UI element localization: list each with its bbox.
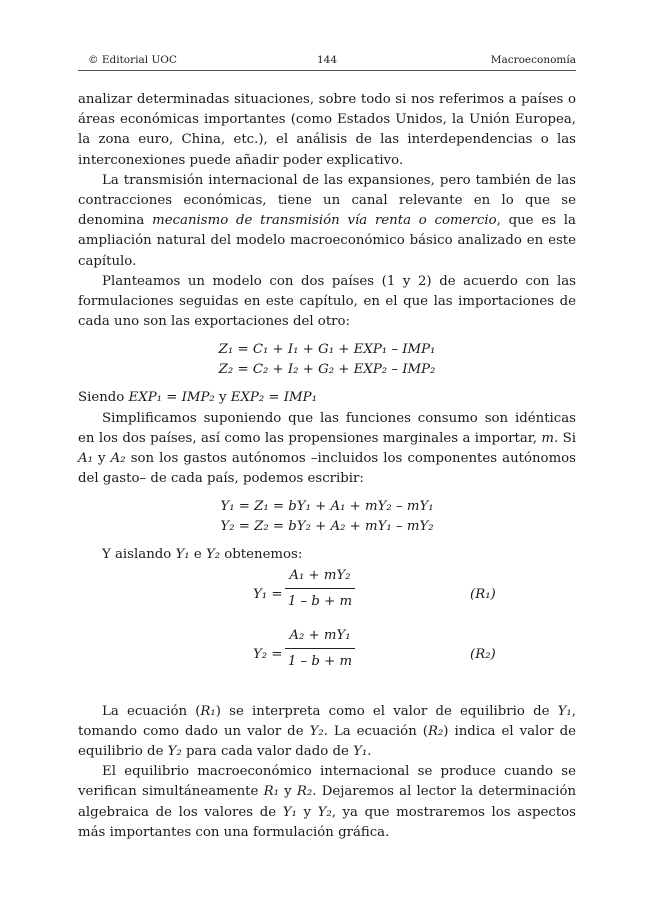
book-title: Macroeconomía (490, 54, 576, 66)
equation-y2: Y₂ = Z₂ = bY₂ + A₂ + mY₁ – mY₂ (220, 519, 434, 535)
symbol-y2: Y₂ (167, 744, 182, 760)
equation-r2-lhs: Y₂ = (253, 646, 283, 662)
page-number: 144 (316, 54, 338, 66)
aislando-line (78, 545, 576, 565)
aislando-t3: obtenemos: (220, 547, 303, 563)
symbol-m: m. (541, 430, 559, 446)
term-mecanismo: mecanismo de transmisión vía renta o comercio (152, 213, 497, 229)
symbol-r2: R₂ (296, 784, 313, 800)
text-run: , ya que mostraremos los aspectos más importantes con una formulación gráfica. (78, 804, 576, 840)
equation-r2 (78, 626, 576, 684)
paragraph-transmission-text: La transmisión internacional de las expansiones, pero también de las contracciones económicas, tiene un canal relevante en lo que se denomina (78, 172, 576, 229)
equation-r1-lhs: Y₁ = (253, 586, 283, 602)
equation-r1-numerator: A₁ + mY₂ (289, 567, 351, 583)
text-run: y (296, 804, 318, 820)
condition-2: EXP₂ = IMP₁ (230, 390, 317, 406)
text-run: , tomando como dado un valor de (78, 703, 576, 739)
text-run: . (367, 744, 372, 760)
symbol-r1: R₁ (200, 703, 216, 719)
paragraph-simplify-t3: y (92, 451, 111, 467)
symbol-a1: A₁ (78, 451, 93, 467)
equation-r1 (78, 566, 576, 624)
paragraph-continuation: analizar determinadas situaciones, sobre todo si nos referimos a países o áreas económicas importantes (como Estados Unidos, la Unión Europea, la zona euro, China, etc.), el análisis de las interdependencias o las interconexiones puede añadir poder explicativo. (78, 92, 576, 168)
equation-r1-denominator: 1 – b + m (287, 593, 353, 609)
text-run: . La ecuación ( (323, 723, 428, 739)
fraction-bar (285, 588, 355, 589)
symbol-r2: R₂ (427, 723, 444, 739)
text-run: El equilibrio macroeconómico internacional se produce cuando se verifican simultáneamente (78, 764, 576, 800)
page-body (78, 90, 576, 843)
text-run: y (278, 784, 297, 800)
paragraph-transmission-text-end: , que es la ampliación natural del modelo macroeconómico básico analizado en este capítulo. (78, 213, 576, 269)
paragraph-equilibrium (78, 762, 576, 843)
equation-z1: Z₁ = C₁ + I₁ + G₁ + EXP₁ – IMP₁ (218, 342, 436, 358)
siendo-word: Siendo (78, 390, 125, 406)
paragraph-model: Planteamos un modelo con dos países (1 y 2) de acuerdo con las formulaciones seguidas en este capítulo, en el que las importaciones de cada uno son las exportaciones del otro: (78, 273, 576, 330)
siendo-line (78, 388, 576, 408)
aislando-t2: e (189, 547, 206, 563)
symbol-y2: Y₂ (205, 547, 221, 563)
text-run: . Dejaremos al lector la determinación algebraica de los valores de (78, 784, 577, 820)
fraction-bar (285, 648, 355, 649)
symbol-r1: R₁ (263, 784, 279, 800)
symbol-y2: Y₂ (317, 804, 332, 820)
equation-y1: Y₁ = Z₁ = bY₁ + A₁ + mY₂ – mY₁ (220, 499, 434, 515)
equation-r2-numerator: A₂ + mY₁ (289, 627, 351, 643)
equation-block-z (78, 340, 576, 380)
condition-1: EXP₁ = IMP₂ (128, 390, 215, 406)
publisher-label: © Editorial UOC (88, 54, 177, 66)
text-run: para cada valor dado de (181, 744, 354, 760)
equation-r2-denominator: 1 – b + m (287, 653, 353, 669)
paragraph-transmission (78, 171, 576, 272)
spacer (78, 684, 576, 702)
paragraph-simplify (78, 409, 576, 490)
equation-r2-fraction (285, 626, 355, 672)
symbol-y1: Y₁ (557, 703, 572, 719)
symbol-y2: Y₂ (309, 723, 324, 739)
symbol-y1: Y₁ (353, 744, 368, 760)
aislando-t1: Y aislando (102, 547, 176, 563)
equation-r1-tag: (R₁) (470, 586, 496, 602)
equation-r1-fraction (285, 566, 355, 612)
symbol-a2: A₂ (110, 451, 126, 467)
paragraph-simplify-t1: Simplificamos suponiendo que las funciones consumo son idénticas en los dos países, así como las propensiones marginales a importar, (78, 410, 576, 446)
paragraph-interpretation (78, 702, 576, 763)
equation-z2: Z₂ = C₂ + I₂ + G₂ + EXP₂ – IMP₂ (218, 362, 436, 378)
paragraph-simplify-t4: son los gastos autónomos –incluidos los componentes autónomos del gasto– de cada país, podemos escribir: (78, 451, 577, 487)
siendo-conj: y (218, 390, 227, 406)
text-run: ) se interpreta como el valor de equilibrio de (215, 703, 558, 719)
page-header (78, 50, 576, 71)
text-run: La ecuación ( (102, 703, 201, 719)
symbol-y1: Y₁ (175, 547, 190, 563)
equation-r2-tag: (R₂) (470, 646, 496, 662)
equation-block-y (78, 497, 576, 537)
text-run: ) indica el valor de equilibrio de (78, 723, 577, 760)
paragraph-simplify-t2: Si (558, 430, 576, 446)
symbol-y1: Y₁ (282, 804, 297, 820)
